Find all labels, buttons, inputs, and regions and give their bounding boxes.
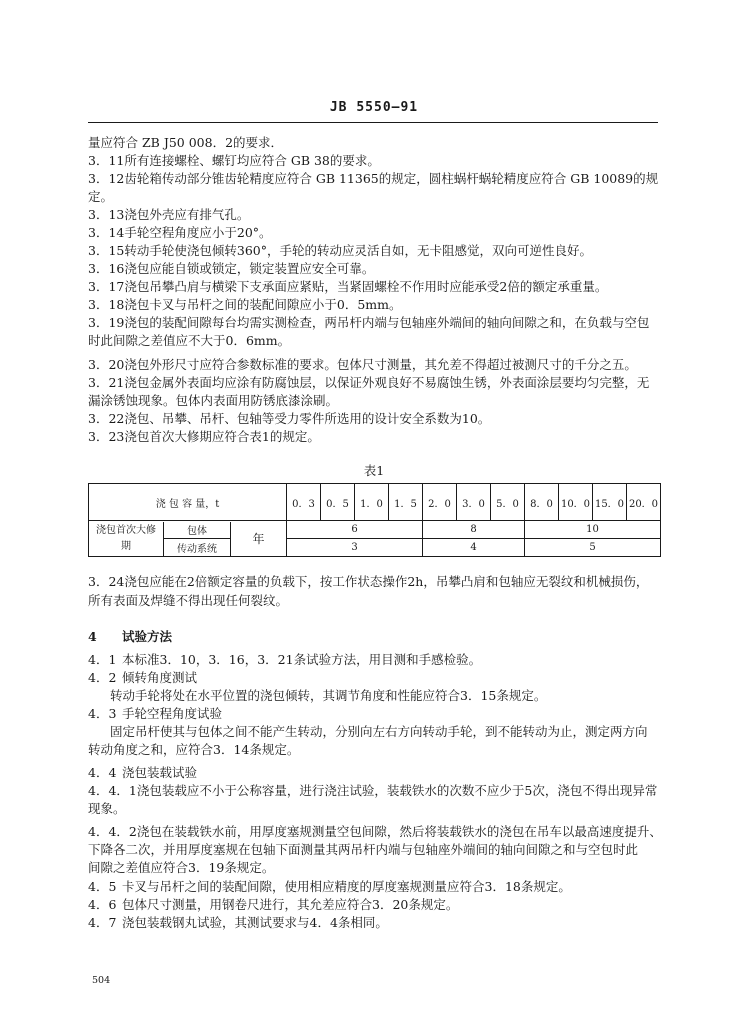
text-line xyxy=(110,687,682,705)
clause-number: 4．4．1 xyxy=(88,783,137,798)
clause-number: 3．12 xyxy=(88,171,125,186)
row-group-label: 浇包首次大修期 xyxy=(89,522,164,556)
clause-text: 下降各二次，并用厚度塞规在包轴下面测量其两吊杆内端与包轴座外端间的轴向间隙之和与空包时此 xyxy=(88,842,639,857)
row-label: 传动系统 xyxy=(177,543,217,555)
clause-number: 3．17 xyxy=(88,279,125,294)
text-line xyxy=(88,242,660,260)
capacity-cell: 3．0 xyxy=(457,484,491,521)
text-line xyxy=(88,356,660,374)
unit-label: 年 xyxy=(252,532,265,546)
text-line xyxy=(88,669,660,687)
overhaul-years-cell: 6 xyxy=(287,521,423,539)
overhaul-years-cell: 8 xyxy=(423,521,525,539)
capacity-header: 浇 包 容 量，t xyxy=(89,484,287,521)
clause-text: 浇包装载钢丸试验，其测试要求与4．4条相同。 xyxy=(122,915,388,930)
text-line xyxy=(88,134,660,152)
row-label: 包体 xyxy=(164,522,230,540)
capacity-cell: 8．0 xyxy=(525,484,559,521)
clause-number: 3．19 xyxy=(88,315,125,330)
capacity-cell: 1．5 xyxy=(389,484,423,521)
clause-number: 3．11 xyxy=(88,153,125,168)
overhaul-years-cell: 3 xyxy=(287,539,423,557)
clause-text: 量应符合 ZB J50 008．2的要求． xyxy=(88,135,284,150)
clause-text: 转动角度之和，应符合3．14条规定。 xyxy=(88,742,300,757)
text-line xyxy=(88,705,660,723)
text-line xyxy=(88,260,660,278)
clause-number: 4．2 xyxy=(88,670,117,685)
text-line xyxy=(88,314,660,332)
clause-text: 漏涂锈蚀现象。包体内表面用防锈底漆涂刷。 xyxy=(88,393,339,408)
clause-text: 试验方法 xyxy=(122,629,173,644)
text-line xyxy=(88,573,660,591)
text-line xyxy=(88,878,660,896)
clause-text: 转动手轮将处在水平位置的浇包倾转，其调节角度和性能应符合3．15条规定。 xyxy=(110,688,547,703)
clause-text: 倾转角度测试 xyxy=(122,670,198,685)
clause-text: 齿轮箱传动部分锥齿轮精度应符合 GB 11365的规定，圆柱蜗杆蜗轮精度应符合 GB 10089的规 xyxy=(124,171,659,186)
clause-text: 浇包外形尺寸应符合参数标准的要求。包体尺寸测量，其允差不得超过被测尺寸的千分之五。 xyxy=(124,357,637,372)
text-line xyxy=(88,782,660,800)
text-line xyxy=(88,332,660,350)
clause-number: 3．16 xyxy=(88,261,125,276)
text-line xyxy=(88,914,660,932)
text-line xyxy=(88,374,660,392)
text-line xyxy=(88,896,660,914)
text-line xyxy=(88,428,660,446)
overhaul-years-cell: 10 xyxy=(525,521,661,539)
text-line xyxy=(88,188,660,206)
clause-number: 3．15 xyxy=(88,243,125,258)
capacity-cell: 1．0 xyxy=(355,484,389,521)
clause-number: 3．23 xyxy=(88,429,125,444)
clause-number: 3．24 xyxy=(88,574,125,589)
clause-number: 4．4．2 xyxy=(88,824,137,839)
clause-text: 浇包卡叉与吊杆之间的装配间隙应小于0．5mm。 xyxy=(124,297,402,312)
text-line xyxy=(88,823,660,841)
text-line xyxy=(88,651,660,669)
clause-number: 3．13 xyxy=(88,207,125,222)
clause-text: 浇包在装载铁水前，用厚度塞规测量空包间隙，然后将装载铁水的浇包在吊车以最高速度提升、 xyxy=(136,824,662,839)
clause-number: 3．22 xyxy=(88,411,125,426)
clause-text: 卡叉与吊杆之间的装配间隙，使用相应精度的厚度塞规测量应符合3．18条规定。 xyxy=(122,879,571,894)
clause-number: 4．4 xyxy=(88,765,117,780)
text-line xyxy=(88,224,660,242)
clause-text: 包体尺寸测量，用钢卷尺进行，其允差应符合3．20条规定。 xyxy=(122,897,459,912)
clause-text: 转动手轮使浇包倾转360°，手轮的转动应灵活自如，无卡阻感觉，双向可逆性良好。 xyxy=(124,243,592,258)
clause-number: 3．18 xyxy=(88,297,125,312)
clause-text: 浇包装载试验 xyxy=(122,765,198,780)
header-rule xyxy=(88,122,658,123)
table-1 xyxy=(88,483,661,557)
clause-number: 3．14 xyxy=(88,225,125,240)
clause-text: 所有连接螺栓、螺钉均应符合 GB 38的要求。 xyxy=(124,153,380,168)
clause-number: 3．20 xyxy=(88,357,125,372)
clause-text: 现象。 xyxy=(88,801,126,816)
text-line xyxy=(88,152,660,170)
text-line xyxy=(88,800,660,818)
clause-text: 浇包首次大修期应符合表1的规定。 xyxy=(124,429,320,444)
clause-text: 浇包的装配间隙每台均需实测检查，两吊杆内端与包轴座外端间的轴向间隙之和，在负载与空包 xyxy=(124,315,650,330)
page-number: 504 xyxy=(92,975,111,986)
table-caption: 表1 xyxy=(363,463,385,478)
text-line xyxy=(88,741,660,759)
capacity-cell: 5．0 xyxy=(491,484,525,521)
text-line xyxy=(88,841,660,859)
capacity-cell: 2．0 xyxy=(423,484,457,521)
capacity-cell: 15．0 xyxy=(593,484,627,521)
text-line xyxy=(88,410,660,428)
clause-text: 浇包吊攀凸肩与横梁下支承面应紧贴，当紧固螺栓不作用时应能承受2倍的额定承重量。 xyxy=(124,279,608,294)
text-line xyxy=(88,392,660,410)
text-line xyxy=(88,170,660,188)
clause-text: 浇包装载应不小于公称容量，进行浇注试验，装载铁水的次数不应少于5次，浇包不得出现异常 xyxy=(136,783,658,798)
clause-text: 定。 xyxy=(88,189,114,204)
clause-text: 浇包应能自锁或锁定，锁定装置应安全可靠。 xyxy=(124,261,375,276)
capacity-cell: 0．5 xyxy=(321,484,355,521)
standard-code-header: JB 5550—91 xyxy=(329,100,419,115)
text-line xyxy=(88,628,660,646)
clause-text: 时此间隙之差值应不大于0．6mm。 xyxy=(88,333,291,348)
clause-text: 浇包应能在2倍额定容量的负载下，按工作状态操作2h，吊攀凸肩和包轴应无裂纹和机械损伤， xyxy=(124,574,649,589)
clause-text: 间隙之差值应符合3．19条规定。 xyxy=(88,860,275,875)
clause-text: 浇包、吊攀、吊杆、包轴等受力零件所选用的设计安全系数为10。 xyxy=(124,411,491,426)
overhaul-years-cell: 4 xyxy=(423,539,525,557)
clause-number: 3．21 xyxy=(88,375,125,390)
capacity-cell: 10．0 xyxy=(559,484,593,521)
clause-text: 浇包金属外表面均应涂有防腐蚀层，以保证外观良好不易腐蚀生锈，外表面涂层要均匀完整，无 xyxy=(124,375,650,390)
clause-number: 4 xyxy=(88,629,97,644)
clause-text: 本标准3．10，3．16，3．21条试验方法，用目测和手感检验。 xyxy=(122,652,482,667)
text-line xyxy=(110,723,682,741)
clause-number: 4．1 xyxy=(88,652,117,667)
text-line xyxy=(88,296,660,314)
text-line xyxy=(88,592,660,610)
capacity-cell: 0．3 xyxy=(287,484,321,521)
clause-text: 手轮空程角度应小于20°。 xyxy=(124,225,272,240)
overhaul-years-cell: 5 xyxy=(525,539,661,557)
clause-number: 4．5 xyxy=(88,879,117,894)
clause-text: 手轮空程角度试验 xyxy=(122,706,223,721)
capacity-cell: 20．0 xyxy=(627,484,661,521)
text-line xyxy=(88,206,660,224)
clause-number: 4．7 xyxy=(88,915,117,930)
clause-number: 4．6 xyxy=(88,897,117,912)
text-line xyxy=(88,278,660,296)
clause-text: 固定吊杆使其与包体之间不能产生转动，分别向左右方向转动手轮，到不能转动为止，测定两方向 xyxy=(110,724,648,739)
clause-text: 所有表面及焊缝不得出现任何裂纹。 xyxy=(88,593,289,608)
clause-text: 浇包外壳应有排气孔。 xyxy=(124,207,250,222)
text-line xyxy=(88,859,660,877)
text-line xyxy=(88,764,660,782)
clause-number: 4．3 xyxy=(88,706,117,721)
